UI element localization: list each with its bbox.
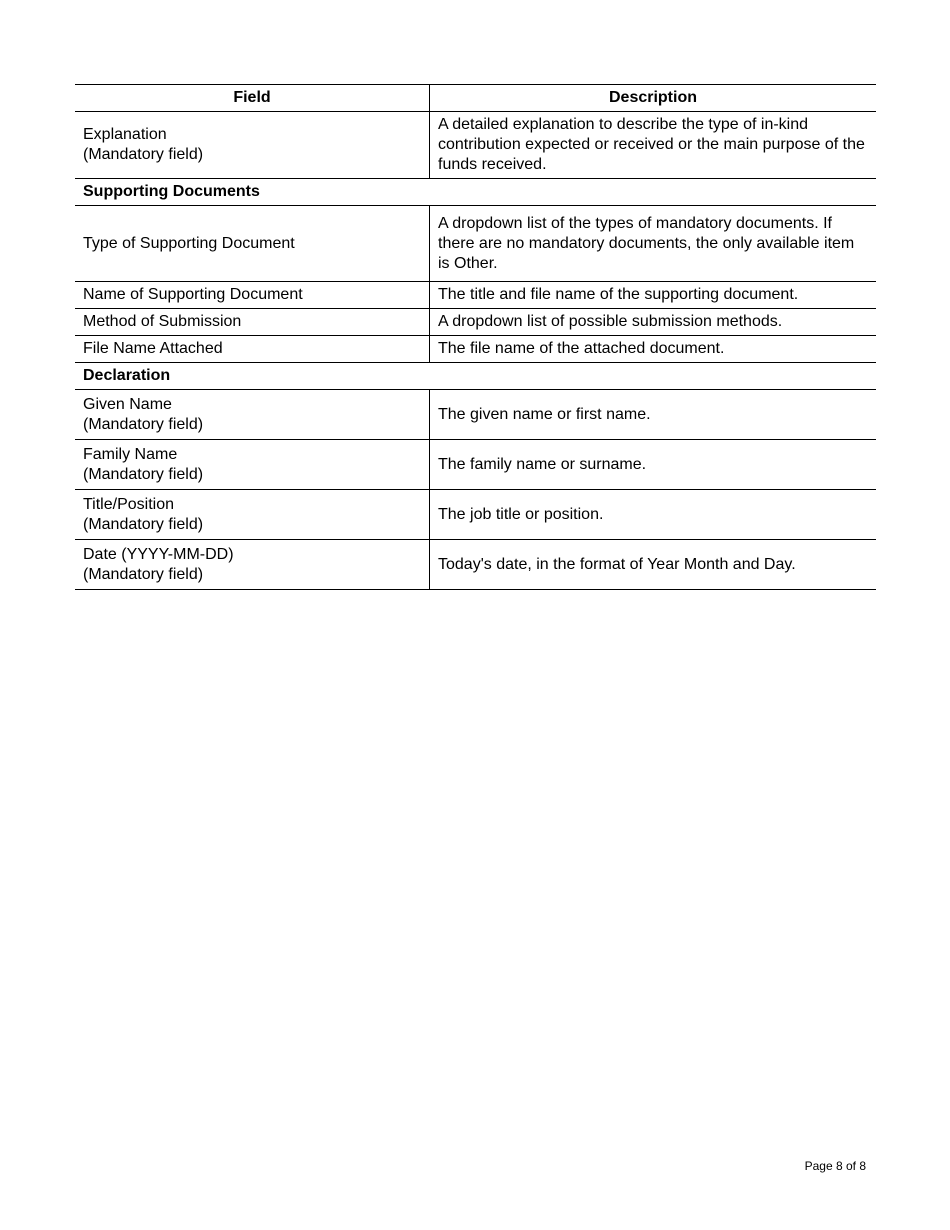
table-row	[75, 282, 876, 309]
field-cell	[75, 112, 430, 179]
field-cell	[75, 540, 430, 590]
mandatory-note: (Mandatory field)	[83, 465, 204, 483]
field-name: Family Name	[83, 445, 178, 463]
mandatory-note: (Mandatory field)	[83, 146, 204, 163]
field-name: Explanation	[83, 126, 167, 143]
field-cell	[75, 440, 430, 490]
table-row	[75, 540, 876, 590]
description-cell: The title and file name of the supporting document.	[430, 282, 877, 309]
description-cell: A dropdown list of possible submission methods.	[430, 309, 877, 336]
description-cell: The family name or surname.	[430, 440, 877, 490]
description-cell: The given name or first name.	[430, 390, 877, 440]
description-cell: Today's date, in the format of Year Month and Day.	[430, 540, 877, 590]
description-cell: The file name of the attached document.	[430, 336, 877, 363]
field-cell	[75, 490, 430, 540]
description-cell: A dropdown list of the types of mandatory documents. If there are no mandatory documents, the only available item is Other.	[430, 206, 877, 282]
section-heading: Declaration	[75, 363, 876, 390]
field-cell: Type of Supporting Document	[75, 206, 430, 282]
field-name: Title/Position	[83, 495, 174, 513]
field-cell	[75, 390, 430, 440]
mandatory-note: (Mandatory field)	[83, 565, 204, 583]
table-row	[75, 390, 876, 440]
mandatory-note: (Mandatory field)	[83, 415, 204, 433]
table-row	[75, 440, 876, 490]
section-heading: Supporting Documents	[75, 179, 876, 206]
table-row	[75, 336, 876, 363]
section-row-supporting-documents	[75, 179, 876, 206]
page-number: Page 8 of 8	[804, 1159, 866, 1173]
mandatory-note: (Mandatory field)	[83, 515, 204, 533]
table-row	[75, 490, 876, 540]
table-row	[75, 309, 876, 336]
column-header-description: Description	[430, 85, 877, 112]
table-row	[75, 206, 876, 282]
field-name: Date (YYYY-MM-DD)	[83, 545, 234, 563]
table-row	[75, 112, 876, 179]
field-cell: Method of Submission	[75, 309, 430, 336]
field-name: Given Name	[83, 395, 172, 413]
field-cell: File Name Attached	[75, 336, 430, 363]
section-row-declaration	[75, 363, 876, 390]
description-cell: The job title or position.	[430, 490, 877, 540]
description-cell: A detailed explanation to describe the type of in-kind contribution expected or received or the main purpose of the funds received.	[430, 112, 877, 179]
field-description-table	[75, 84, 876, 590]
table-header-row	[75, 85, 876, 112]
field-cell: Name of Supporting Document	[75, 282, 430, 309]
column-header-field: Field	[75, 85, 430, 112]
